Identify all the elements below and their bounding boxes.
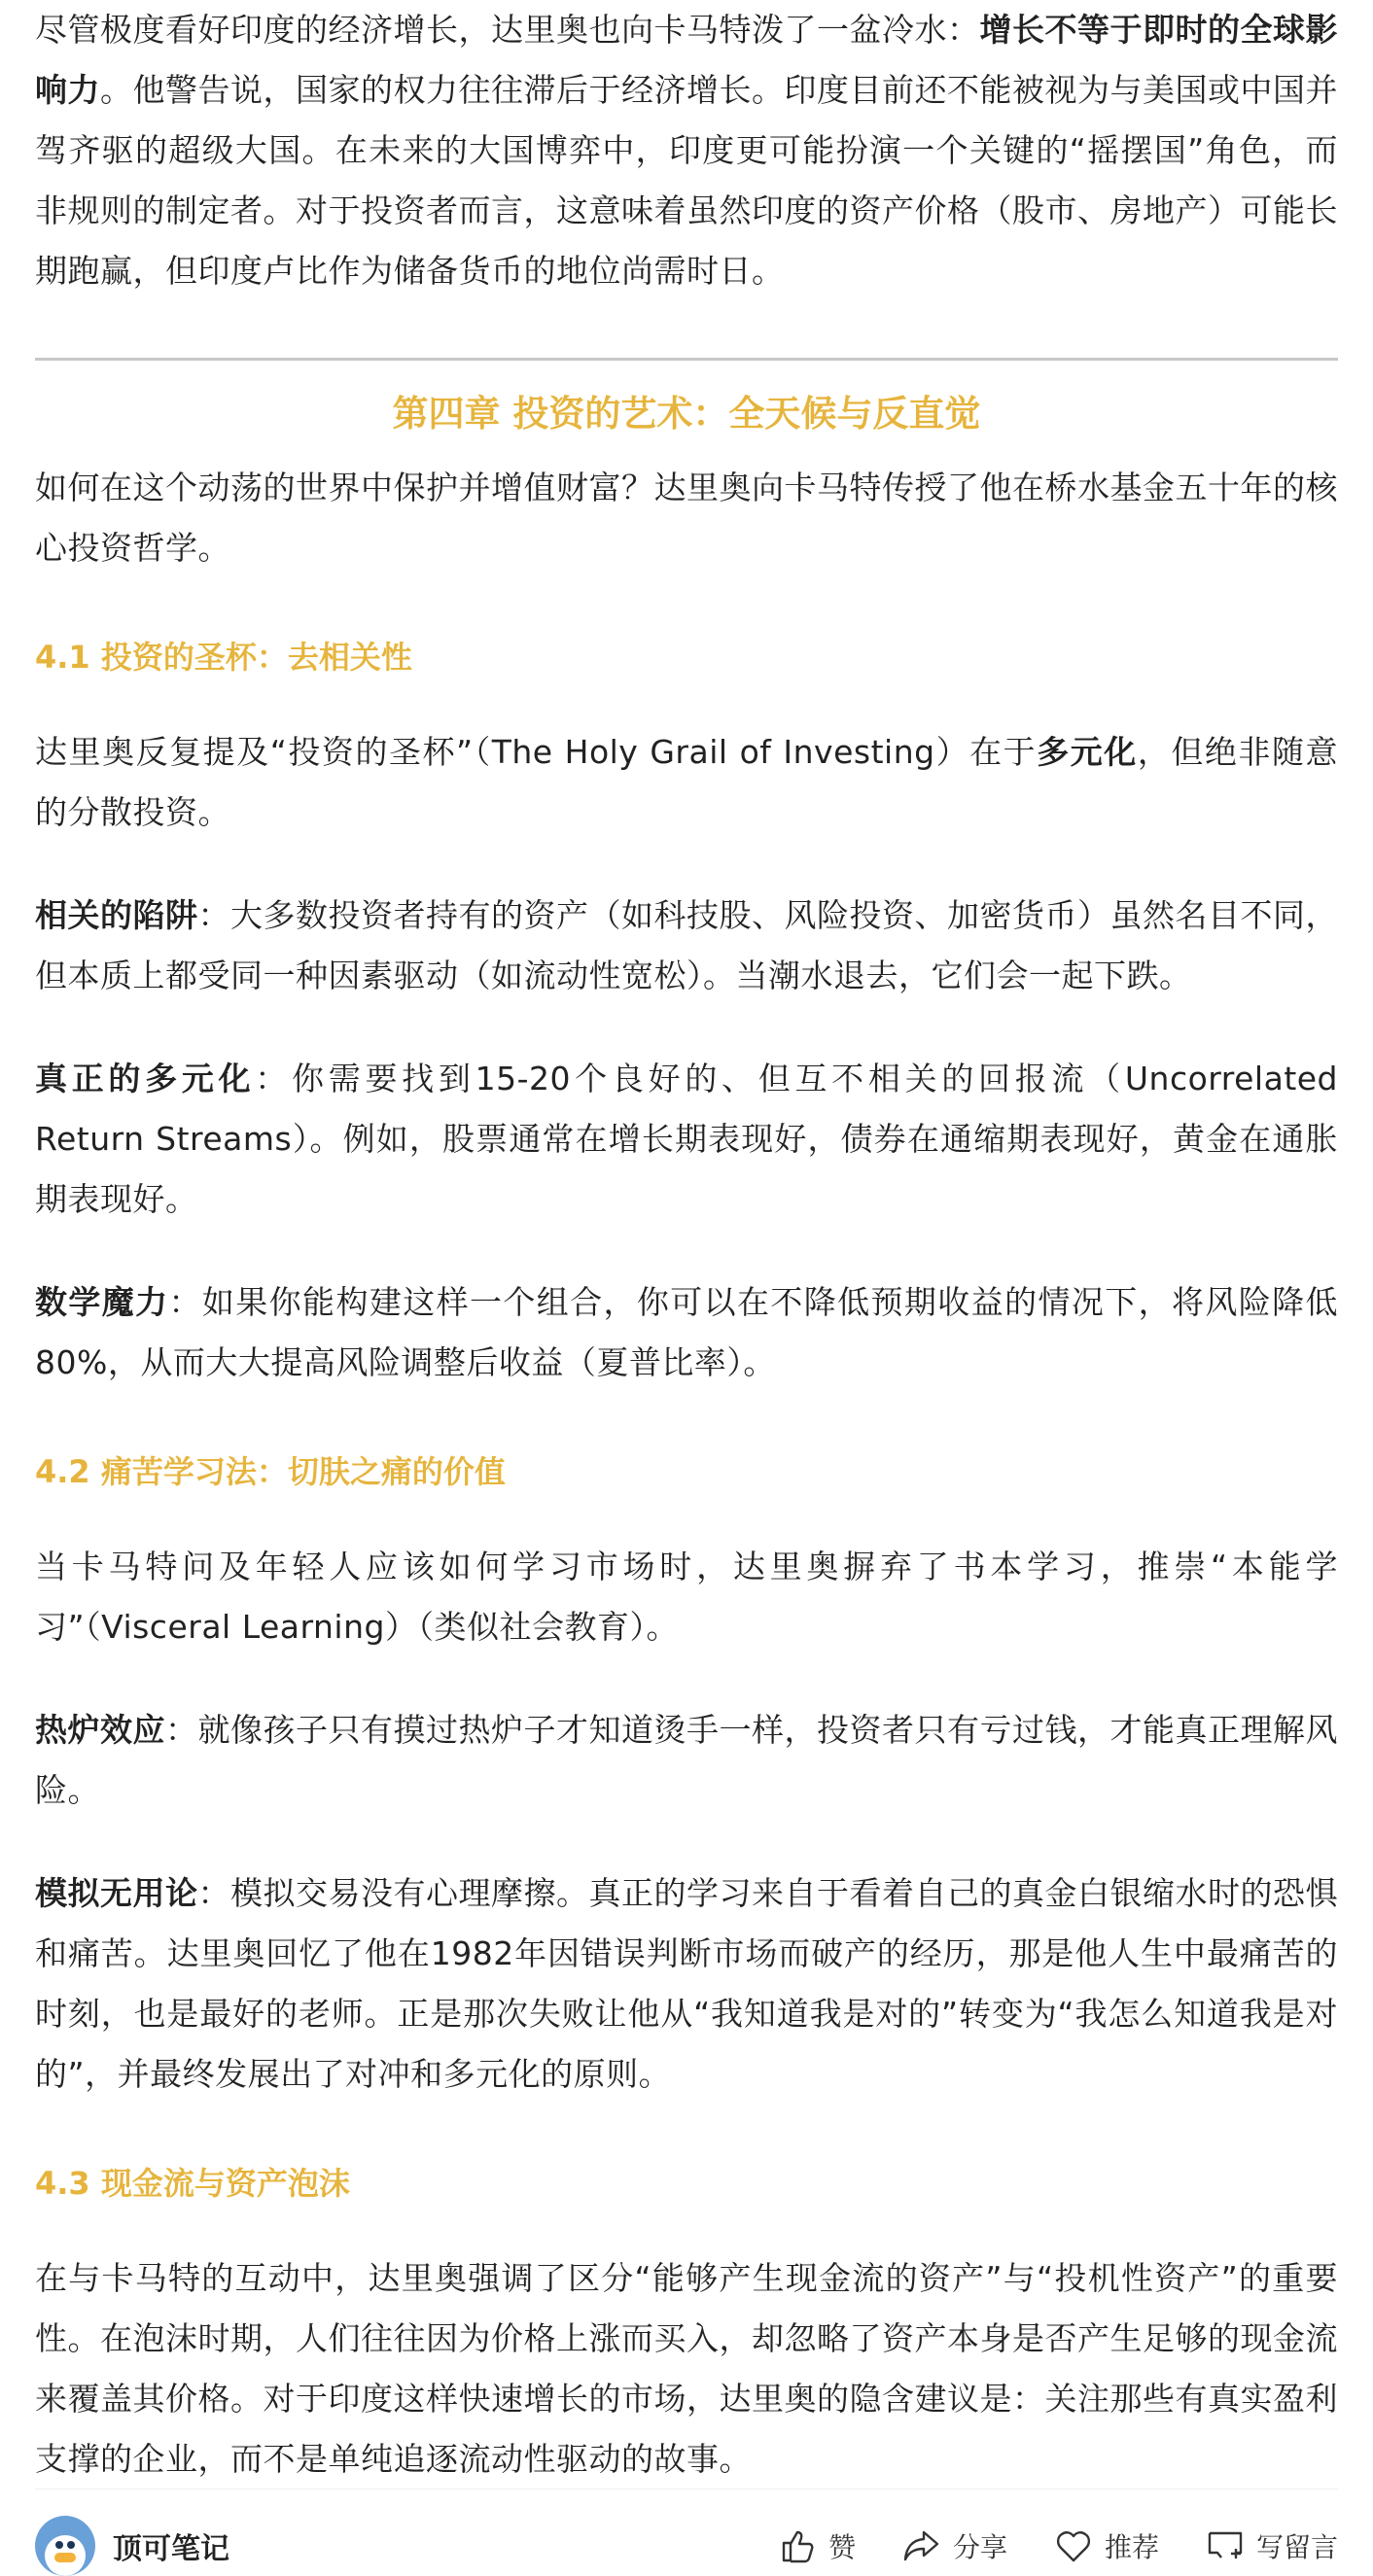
intro-bold: 增长不等于即时的全球影响力 (35, 11, 1338, 109)
share-label: 分享 (952, 2531, 1007, 2563)
comment-button[interactable] (1206, 2526, 1338, 2565)
heart-icon (1054, 2526, 1093, 2565)
section-4-1-intro-bold: 多元化 (1037, 733, 1138, 771)
section-4-1-intro-lead: 达里奥反复提及“投资的圣杯”（The Holy Grail of Investing）在于 (35, 733, 1038, 771)
like-button[interactable] (778, 2526, 856, 2565)
section-title-4-1: 4.1 投资的圣杯：去相关性 (35, 639, 412, 676)
share-arrow-icon (902, 2526, 941, 2565)
point-paragraph (35, 886, 1338, 1006)
point-paragraph (35, 1049, 1338, 1230)
like-label: 赞 (827, 2531, 856, 2563)
point-text: ：就像孩子只有摸过热炉子才知道烫手一样，投资者只有亏过钱，才能真正理解风险。 (35, 1711, 1338, 1809)
point-text: ：你需要找到15-20个良好的、但互不相关的回报流（Uncorrelated Return Streams）。例如，股票通常在增长期表现好，债券在通缩期表现好，黄金在通胀期表现好。 (35, 1060, 1339, 1218)
point-term: 数学魔力 (35, 1283, 169, 1321)
point-paragraph (35, 1700, 1338, 1821)
point-term: 热炉效应 (35, 1711, 165, 1749)
section-divider (35, 358, 1338, 361)
author-block[interactable] (35, 2516, 229, 2576)
section-title-4-3: 4.3 现金流与资产泡沫 (35, 2165, 350, 2202)
section-4-1-intro-rest: ，但绝非随意的分散投资。 (35, 733, 1338, 831)
section-4-2-intro: 当卡马特问及年轻人应该如何学习市场时，达里奥摒弃了书本学习，推崇“本能学习”（Visceral Learning）（类似社会教育）。 (35, 1548, 1338, 1646)
point-paragraph (35, 1863, 1338, 2105)
intro-lead: 尽管极度看好印度的经济增长，达里奥也向卡马特泼了一盆冷水： (35, 11, 980, 49)
share-button[interactable] (902, 2526, 1007, 2565)
section-4-1-intro (35, 722, 1338, 843)
recommend-label: 推荐 (1104, 2531, 1159, 2563)
action-bar (731, 2526, 1338, 2565)
intro-paragraph (35, 0, 1338, 301)
point-paragraph (35, 1272, 1338, 1393)
comment-label: 写留言 (1255, 2531, 1338, 2563)
duck-avatar-icon[interactable] (35, 2516, 95, 2576)
point-text: ：如果你能构建这样一个组合，你可以在不降低预期收益的情况下，将风险降低80%，从而大大提高风险调整后收益（夏普比率）。 (35, 1283, 1339, 1381)
point-term: 相关的陷阱 (35, 896, 198, 934)
intro-rest: 。他警告说，国家的权力往往滞后于经济增长。印度目前还不能被视为与美国或中国并驾齐驱的超级大国。在未来的大国博弈中，印度更可能扮演一个关键的“摇摆国”角色，而非规则的制定者。对于投资者而言，这意味着虽然印度的资产价格（股市、房地产）可能长期跑赢，但印度卢比作为储备货币的地位尚需时日。 (35, 71, 1338, 290)
point-term: 模拟无用论 (35, 1874, 198, 1912)
article-footer (35, 2489, 1338, 2573)
section-title-4-2: 4.2 痛苦学习法：切肤之痛的价值 (35, 1453, 506, 1490)
author-name[interactable]: 顶可笔记 (113, 2532, 229, 2566)
point-text: ：模拟交易没有心理摩擦。真正的学习来自于看着自己的真金白银缩水时的恐惧和痛苦。达里奥回忆了他在1982年因错误判断市场而破产的经历，那是他人生中最痛苦的时刻，也是最好的老师。正是那次失败让他从“我知道我是对的”转变为“我怎么知道我是对的”，并最终发展出了对冲和多元化的原则。 (35, 1874, 1338, 2093)
point-term: 真正的多元化 (35, 1060, 256, 1097)
chapter-intro: 如何在这个动荡的世界中保护并增值财富？达里奥向卡马特传授了他在桥水基金五十年的核心投资哲学。 (35, 469, 1338, 567)
recommend-button[interactable] (1054, 2526, 1159, 2565)
chapter-title: 第四章 投资的艺术：全天候与反直觉 (392, 393, 981, 435)
point-text: ：大多数投资者持有的资产（如科技股、风险投资、加密货币）虽然名目不同，但本质上都受同一种因素驱动（如流动性宽松）。当潮水退去，它们会一起下跌。 (35, 896, 1338, 994)
comment-plus-icon (1206, 2526, 1245, 2565)
thumbs-up-icon (778, 2526, 817, 2565)
section-4-3-intro: 在与卡马特的互动中，达里奥强调了区分“能够产生现金流的资产”与“投机性资产”的重要性。在泡沫时期，人们往往因为价格上涨而买入，却忽略了资产本身是否产生足够的现金流来覆盖其价格。对于印度这样快速增长的市场，达里奥的隐含建议是：关注那些有真实盈利支撑的企业，而不是单纯追逐流动性驱动的故事。 (35, 2259, 1338, 2478)
